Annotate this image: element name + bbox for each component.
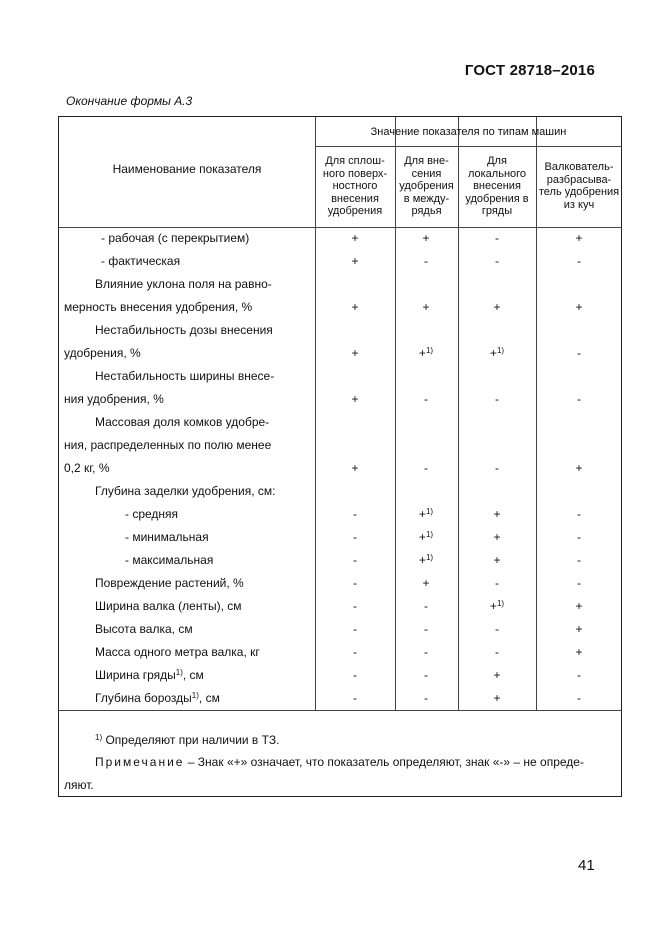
table-cell: - <box>577 346 581 360</box>
row-label: Ширина валка (ленты), см <box>95 599 242 613</box>
table-cell: +$^{1)}$ <box>418 346 434 360</box>
table-cell: - <box>495 254 499 268</box>
standard-designation: ГОСТ 28718–2016 <box>464 62 595 79</box>
table-cell: + <box>422 300 430 314</box>
row-label: Высота валка, см <box>95 622 193 636</box>
table-cell: + <box>351 461 359 475</box>
row-label: Масса одного метра валка, кг <box>95 645 260 659</box>
table-cell: + <box>422 231 430 245</box>
notes-divider <box>59 710 622 711</box>
row-label: ния удобрения, % <box>64 392 164 406</box>
row-label: 0,2 кг, % <box>64 461 110 475</box>
table-cell: - <box>577 691 581 705</box>
form-table <box>58 116 622 797</box>
row-label: Глубина заделки удобрения, см: <box>95 484 276 498</box>
table-cell: + <box>493 668 501 682</box>
table-cell: - <box>424 668 428 682</box>
table-cell: +$^{1)}$ <box>489 599 505 613</box>
table-cell: - <box>495 576 499 590</box>
table-cell: + <box>493 300 501 314</box>
table-cell: + <box>351 254 359 268</box>
column-group-header: Значение показателя по типам машин <box>370 126 567 138</box>
row-label: мерность внесения удобрения, % <box>64 300 253 314</box>
table-cell: + <box>575 622 583 636</box>
table-cell: - <box>353 507 357 521</box>
table-cell: +$^{1)}$ <box>418 507 434 521</box>
table-cell: - <box>353 576 357 590</box>
table-cell: - <box>577 392 581 406</box>
table-cell: - <box>495 231 499 245</box>
table-cell: - <box>353 668 357 682</box>
table-cell: - <box>353 553 357 567</box>
table-cell: - <box>577 530 581 544</box>
table-cell: +$^{1)}$ <box>489 346 505 360</box>
table-cell: - <box>577 553 581 567</box>
row-label: Ширина гряды$^{1)}$, см <box>95 668 204 682</box>
table-cell: + <box>351 392 359 406</box>
table-cell: + <box>493 507 501 521</box>
table-cell: + <box>575 599 583 613</box>
column-header-local: Для локального внесения удобрения в гряды <box>465 155 529 217</box>
table-cell: - <box>495 645 499 659</box>
table-cell: - <box>577 668 581 682</box>
table-cell: + <box>493 691 501 705</box>
row-label: - фактическая <box>101 254 181 268</box>
table-cell: - <box>424 392 428 406</box>
table-cell: + <box>575 231 583 245</box>
column-header-name: Наименование показателя <box>112 162 262 176</box>
column-header-continuous: Для сплош- ного поверх- ностного внесения удобрения <box>322 155 388 217</box>
row-label: Глубина борозды$^{1)}$, см <box>95 691 220 705</box>
column-header-interrow: Для вне- сения удобрения в между- рядья <box>399 155 454 217</box>
table-cell: - <box>577 507 581 521</box>
table-cell: - <box>353 599 357 613</box>
note-line-1: Примечание – Знак «+» означает, что показатель определяют, знак «-» – не опреде- <box>95 755 584 769</box>
header-divider <box>315 146 622 147</box>
page-number: 41 <box>578 857 595 874</box>
table-cell: + <box>422 576 430 590</box>
table-cell: + <box>575 461 583 475</box>
table-cell: - <box>424 254 428 268</box>
column-header-windrow-spreader: Валкователь- разбрасыва- тель удобрения из куч <box>538 161 620 211</box>
table-cell: - <box>353 622 357 636</box>
row-label: Повреждение растений, % <box>95 576 244 590</box>
table-cell: - <box>495 392 499 406</box>
table-cell: + <box>575 300 583 314</box>
table-cell: +$^{1)}$ <box>418 553 434 567</box>
table-cell: + <box>351 231 359 245</box>
table-cell: - <box>353 645 357 659</box>
row-label: - минимальная <box>125 530 209 544</box>
header-bottom-divider <box>59 227 622 228</box>
table-cell: - <box>424 622 428 636</box>
table-cell: - <box>353 691 357 705</box>
table-cell: - <box>577 576 581 590</box>
table-cell: - <box>424 645 428 659</box>
row-label: ния, распределенных по полю менее <box>64 438 272 452</box>
row-label: Массовая доля комков удобре- <box>95 415 270 429</box>
row-label: - максимальная <box>125 553 214 567</box>
table-cell: + <box>493 530 501 544</box>
table-cell: - <box>424 461 428 475</box>
table-cell: +$^{1)}$ <box>418 530 434 544</box>
table-cell: - <box>495 622 499 636</box>
table-cell: - <box>424 691 428 705</box>
row-label: Нестабильность дозы внесения <box>95 323 273 337</box>
table-cell: - <box>353 530 357 544</box>
table-cell: + <box>351 346 359 360</box>
note-line-2: ляют. <box>64 778 94 792</box>
table-cell: + <box>575 645 583 659</box>
table-cell: + <box>493 553 501 567</box>
row-label: Влияние уклона поля на равно- <box>95 277 272 291</box>
row-label: - рабочая (с перекрытием) <box>101 231 250 245</box>
row-label: - средняя <box>125 507 179 521</box>
footnote: $^{1)}$ Определяют при наличии в ТЗ. <box>95 733 280 747</box>
table-cell: - <box>577 254 581 268</box>
table-cell: - <box>495 461 499 475</box>
table-cell: + <box>351 300 359 314</box>
table-caption: Окончание формы А.3 <box>66 94 193 108</box>
row-label: удобрения, % <box>64 346 141 360</box>
table-cell: - <box>424 599 428 613</box>
row-label: Нестабильность ширины внесе- <box>95 369 275 383</box>
